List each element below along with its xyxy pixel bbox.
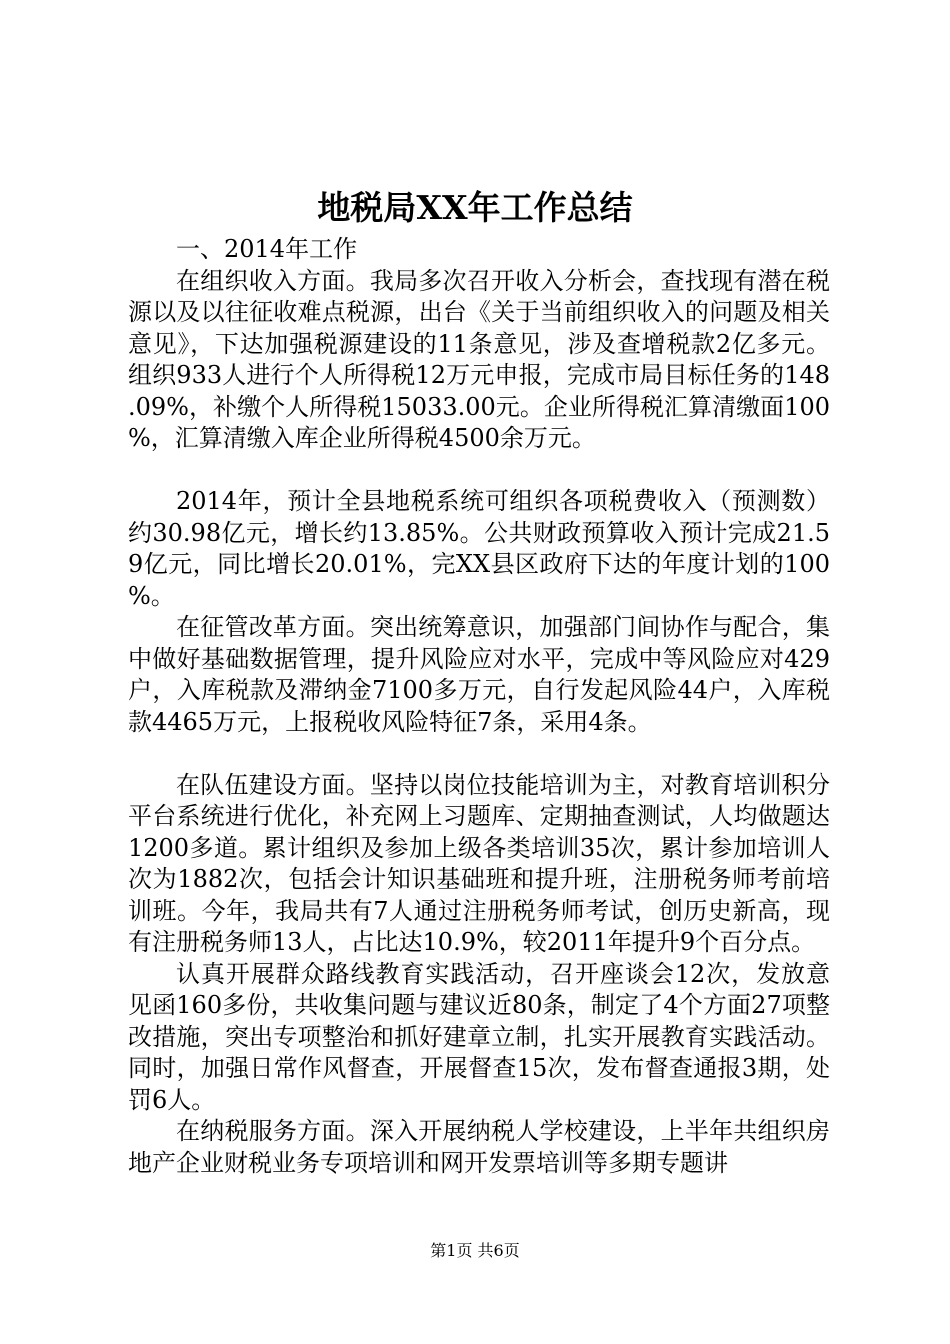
paragraph-forecast: 2014年，预计全县地税系统可组织各项税费收入（预测数）约30.98亿元，增长约13.85%。公共财政预算收入预计完成21.59亿元，同比增长20.01%，完XX县区政府下达的年度计划的100%。 [128,487,830,610]
paragraph-revenue: 在组织收入方面。我局多次召开收入分析会，查找现有潜在税源以及以往征收难点税源，出台《关于当前组织收入的问题及相关意见》，下达加强税源建设的11条意见，涉及查增税款2亿多元。组织933人进行个人所得税12万元申报，完成市局目标任务的148.09%，补缴个人所得税15033.00元。企业所得税汇算清缴面100%，汇算清缴入库企业所得税4500余万元。 [128,266,830,452]
section-heading: 一、2014年工作 [176,235,358,263]
document-body [128,234,830,1179]
paragraph-team: 在队伍建设方面。坚持以岗位技能培训为主，对教育培训积分平台系统进行优化，补充网上习题库、定期抽查测试，人均做题达1200多道。累计组织及参加上级各类培训35次，累计参加培训人次为1882次，包括会计知识基础班和提升班，注册税务师考前培训班。今年，我局共有7人通过注册税务师考试，创历史新高，现有注册税务师13人，占比达10.9%，较2011年提升9个百分点。 [128,770,830,956]
document-title: 地税局XX年工作总结 [317,188,633,227]
page-footer: 第1页 共6页 [430,1241,520,1260]
paragraph-reform: 在征管改革方面。突出统筹意识，加强部门间协作与配合，集中做好基础数据管理，提升风险应对水平，完成中等风险应对429户，入库税款及滞纳金7100多万元，自行发起风险44户，入库税款4465万元，上报税收风险特征7条，采用4条。 [128,613,830,736]
paragraph-practice: 认真开展群众路线教育实践活动，召开座谈会12次，发放意见函160多份，共收集问题与建议近80条，制定了4个方面27项整改措施，突出专项整治和抓好建章立制，扎实开展教育实践活动。同时，加强日常作风督查，开展督查15次，发布督查通报3期，处罚6人。 [128,959,830,1114]
paragraph-service: 在纳税服务方面。深入开展纳税人学校建设，上半年共组织房地产企业财税业务专项培训和网开发票培训等多期专题讲 [128,1117,830,1177]
